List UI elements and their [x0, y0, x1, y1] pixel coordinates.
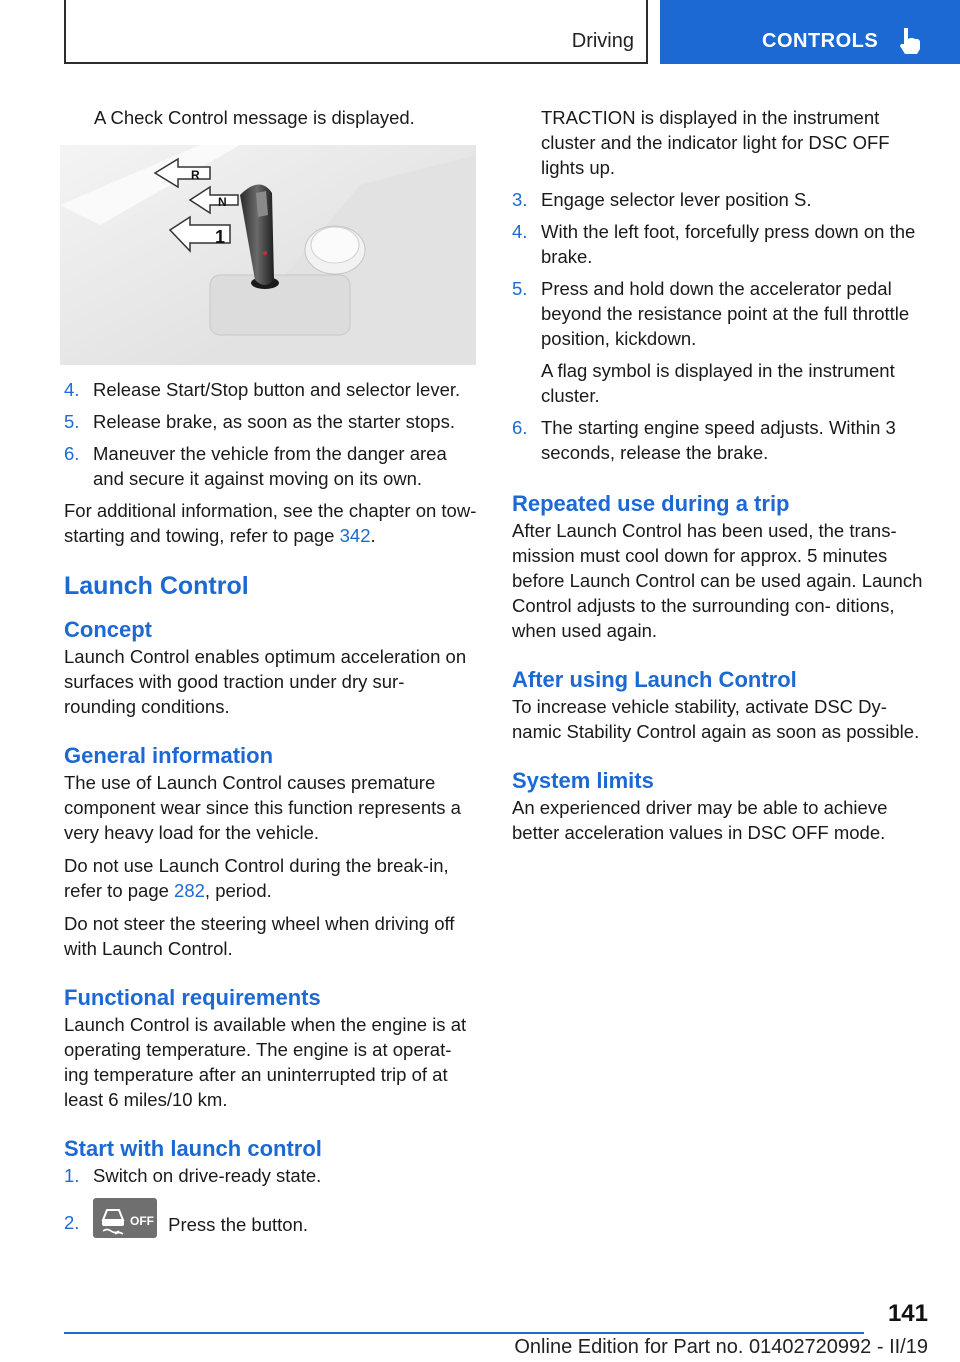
gear-selector-figure: [60, 145, 476, 365]
list-item: 1. Switch on drive-ready state.: [64, 1165, 322, 1186]
concept-heading: Concept: [64, 617, 152, 642]
pointing-hand-icon: [896, 26, 922, 56]
list-item: 3. Engage selector lever position S.: [512, 189, 812, 210]
additional-info-text: For additional information, see the chapter on tow-starting and towing, refer to page 342.: [64, 500, 477, 546]
figure-callout-1: 1: [215, 227, 226, 247]
header-chapter-tab: [660, 0, 960, 64]
functional-requirements-heading: Functional requirements: [64, 985, 321, 1010]
traction-text: TRACTION is displayed in the instrument cluster and the indicator light for DSC OFF lights up.: [541, 107, 890, 178]
start-launch-heading: Start with launch control: [64, 1136, 322, 1161]
system-limits-heading: System limits: [512, 768, 654, 793]
list-item: 4. With the left foot, forcefully press down on the brake.: [512, 221, 916, 267]
repeated-use-heading: Repeated use during a trip: [512, 491, 790, 516]
footer-divider: [64, 1332, 864, 1334]
header-chapter-title: CONTROLS: [762, 30, 879, 52]
list-item: 5. Press and hold down the accelerator pedal beyond the resistance point at the full throttle position, kickdown.: [512, 278, 910, 349]
intro-text: A Check Control message is displayed.: [94, 107, 415, 128]
page-link-342[interactable]: 342: [339, 525, 371, 546]
launch-control-heading: Launch Control: [64, 572, 249, 600]
after-using-heading: After using Launch Control: [512, 667, 797, 692]
general-info-text-2: Do not use Launch Control during the break-in, refer to page 282, period.: [64, 855, 449, 901]
general-info-text-3: Do not steer the steering wheel when driving off with Launch Control.: [64, 913, 455, 959]
functional-requirements-text: Launch Control is available when the engine is at operating temperature. The engine is at operat- ing temperature after an uninterrupted trip of at least 6 miles/10 km.: [64, 1014, 467, 1110]
header-section-title: Driving: [571, 30, 634, 52]
general-info-text-1: The use of Launch Control causes premature component wear since this function represents a very heavy load for the vehicle.: [64, 772, 461, 843]
page-number: 141: [887, 1300, 928, 1327]
after-using-text: To increase vehicle stability, activate DSC Dy- namic Stability Control again as soon as possible.: [512, 696, 920, 742]
general-info-heading: General information: [64, 743, 274, 768]
repeated-use-text: After Launch Control has been used, the trans- mission must cool down for approx. 5 minutes before Launch Control can be used again. Launch Control adjusts to the surrounding con- ditions, when used again.: [512, 520, 923, 641]
page-link-282[interactable]: 282: [174, 880, 205, 901]
list-item: 4. Release Start/Stop button and selector lever.: [64, 379, 461, 400]
list-item: 6. The starting engine speed adjusts. Within 3 seconds, release the brake.: [512, 417, 896, 463]
flag-symbol-text: A flag symbol is displayed in the instrument cluster.: [541, 360, 895, 406]
list-item: 2. OFF Press the button.: [64, 1198, 479, 1238]
figure-gear-r: R: [191, 168, 200, 182]
list-item: 5. Release brake, as soon as the starter stops.: [64, 411, 455, 432]
dsc-off-icon-label: OFF: [130, 1214, 154, 1228]
dsc-off-button-icon: [93, 1198, 157, 1238]
system-limits-text: An experienced driver may be able to achieve better acceleration values in DSC OFF mode.: [512, 797, 888, 843]
list-item: 6. Maneuver the vehicle from the danger area and secure it against moving on its own.: [64, 443, 447, 489]
header-section-box: [64, 0, 648, 64]
footer-edition: Online Edition for Part no. 01402720992 - II/19: [514, 1336, 928, 1358]
figure-gear-n: N: [218, 195, 227, 209]
concept-text: Launch Control enables optimum acceleration on surfaces with good traction under dry sur- rounding conditions.: [64, 646, 467, 717]
